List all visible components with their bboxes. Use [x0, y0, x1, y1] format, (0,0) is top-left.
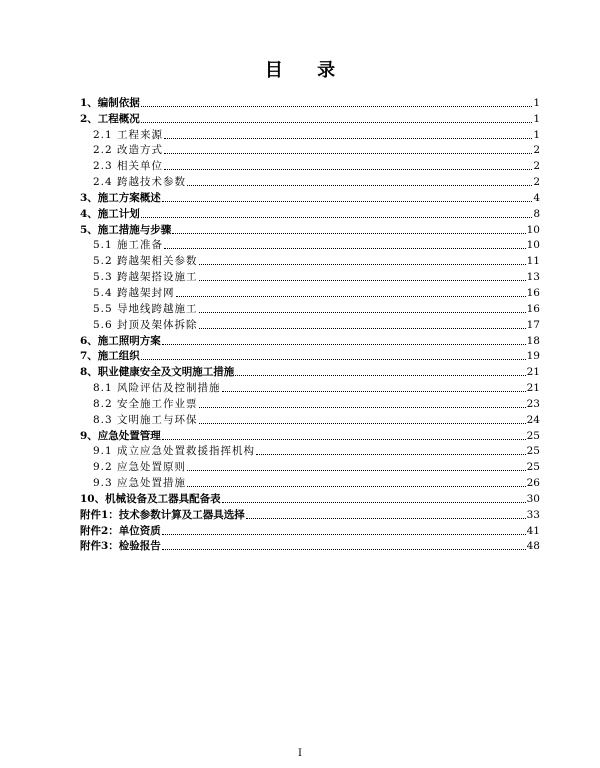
toc-entry-page: 30: [526, 492, 540, 505]
toc-entry-page: 10: [526, 239, 540, 252]
toc-entry[interactable]: [80, 331, 540, 347]
toc-entry[interactable]: [80, 537, 540, 553]
toc-leader-dots: [141, 106, 533, 107]
toc-entry-page: 4: [533, 191, 540, 204]
toc-entry-page: 25: [526, 429, 540, 442]
toc-entry-label: 附件1：技术参数计算及工器具选择: [80, 508, 245, 521]
toc-entry[interactable]: [80, 156, 540, 172]
toc-entry-page: 19: [526, 350, 540, 363]
toc-entry[interactable]: [80, 93, 540, 109]
toc-leader-dots: [141, 122, 533, 123]
toc-leader-dots: [162, 439, 526, 440]
toc-entry[interactable]: [80, 489, 540, 505]
toc-entry-label: 5.5 导地线跨越施工: [93, 302, 198, 315]
toc-entry-label: 7、施工组织: [80, 350, 140, 363]
toc-entry-label: 附件2：单位资质: [80, 524, 161, 537]
toc-entry-label: 2.1 工程来源: [93, 128, 164, 141]
toc-leader-dots: [222, 391, 526, 392]
toc-leader-dots: [199, 264, 526, 265]
toc-entry[interactable]: [80, 172, 540, 188]
toc-entry-label: 6、施工照明方案: [80, 334, 161, 347]
toc-leader-dots: [199, 423, 526, 424]
toc-entry-label: 5.6 封顶及架体拆除: [93, 318, 198, 331]
toc-entry-page: 24: [526, 413, 540, 426]
page-number: I: [298, 748, 302, 759]
toc-entry-page: 48: [526, 540, 540, 553]
toc-entry[interactable]: [80, 125, 540, 141]
toc-entry[interactable]: [80, 236, 540, 252]
toc-entry-page: 11: [526, 255, 540, 268]
toc-entry[interactable]: [80, 141, 540, 157]
toc-entry[interactable]: [80, 473, 540, 489]
toc-entry-page: 10: [526, 223, 540, 236]
toc-leader-dots: [256, 454, 526, 455]
toc-entry[interactable]: [80, 378, 540, 394]
toc-leader-dots: [199, 280, 526, 281]
toc-entry[interactable]: [80, 267, 540, 283]
toc-leader-dots: [164, 169, 532, 170]
toc-entry-page: 25: [526, 461, 540, 474]
toc-entry-label: 附件3：检验报告: [80, 540, 161, 553]
toc-entry-page: 1: [533, 112, 540, 125]
toc-entry-page: 23: [526, 397, 540, 410]
toc-entry-page: 17: [526, 318, 540, 331]
toc-leader-dots: [162, 201, 533, 202]
toc-entry-label: 2.4 跨越技术参数: [93, 176, 187, 189]
page-title: 目 录: [264, 60, 350, 81]
toc-entry-label: 8、职业健康安全及文明施工措施: [80, 366, 235, 379]
toc-entry-label: 9.2 应急处置原则: [93, 461, 187, 474]
toc-entry-label: 8.2 安全施工作业票: [93, 397, 198, 410]
toc-entry-label: 9、应急处置管理: [80, 429, 161, 442]
toc-entry[interactable]: [80, 251, 540, 267]
toc-entry-label: 2、工程概况: [80, 112, 140, 125]
toc-entry-label: 4、施工计划: [80, 207, 140, 220]
toc-leader-dots: [187, 470, 526, 471]
toc-entry-page: 33: [526, 508, 540, 521]
toc-entry[interactable]: [80, 457, 540, 473]
toc-entry-page: 13: [526, 271, 540, 284]
toc-entry[interactable]: [80, 362, 540, 378]
toc-entry-page: 26: [526, 477, 540, 490]
toc-entry-label: 1、编制依据: [80, 96, 140, 109]
toc-entry-page: 16: [526, 302, 540, 315]
toc-entry[interactable]: [80, 442, 540, 458]
toc-leader-dots: [141, 359, 526, 360]
toc-entry[interactable]: [80, 299, 540, 315]
toc-entry[interactable]: [80, 204, 540, 220]
toc-entry-page: 2: [533, 176, 540, 189]
toc-leader-dots: [162, 549, 526, 550]
toc-leader-dots: [164, 138, 532, 139]
toc-entry[interactable]: [80, 220, 540, 236]
toc-entry-label: 9.1 成立应急处置救援指挥机构: [93, 445, 256, 458]
toc-entry-label: 2.3 相关单位: [93, 160, 164, 173]
toc-leader-dots: [162, 344, 526, 345]
toc-entry[interactable]: [80, 410, 540, 426]
toc-entry[interactable]: [80, 315, 540, 331]
toc-entry-label: 5.1 施工准备: [93, 239, 164, 252]
toc-entry-label: 8.1 风险评估及控制措施: [93, 382, 221, 395]
toc-entry-page: 25: [526, 445, 540, 458]
toc-leader-dots: [199, 407, 526, 408]
toc-entry-page: 21: [526, 382, 540, 395]
toc-entry-page: 41: [526, 524, 540, 537]
toc-entry[interactable]: [80, 505, 540, 521]
toc-entry[interactable]: [80, 394, 540, 410]
toc-entry-label: 10、机械设备及工器具配备表: [80, 492, 221, 505]
toc-entry[interactable]: [80, 521, 540, 537]
table-of-contents: [80, 93, 540, 552]
toc-leader-dots: [141, 217, 533, 218]
toc-leader-dots: [235, 375, 525, 376]
toc-leader-dots: [187, 185, 532, 186]
toc-leader-dots: [164, 248, 526, 249]
toc-entry-label: 2.2 改造方式: [93, 144, 164, 157]
toc-leader-dots: [172, 233, 525, 234]
toc-entry-page: 1: [533, 128, 540, 141]
toc-entry[interactable]: [80, 283, 540, 299]
toc-entry-page: 2: [533, 144, 540, 157]
toc-entry[interactable]: [80, 426, 540, 442]
toc-leader-dots: [222, 502, 526, 503]
toc-entry-label: 3、施工方案概述: [80, 191, 161, 204]
toc-entry-page: 21: [526, 366, 540, 379]
toc-entry-page: 16: [526, 286, 540, 299]
toc-leader-dots: [199, 312, 526, 313]
toc-leader-dots: [246, 518, 526, 519]
toc-entry[interactable]: [80, 188, 540, 204]
toc-entry-label: 5、施工措施与步骤: [80, 223, 172, 236]
toc-entry[interactable]: [80, 347, 540, 363]
toc-leader-dots: [176, 296, 526, 297]
toc-entry[interactable]: [80, 109, 540, 125]
toc-leader-dots: [187, 486, 526, 487]
toc-entry-page: 1: [533, 96, 540, 109]
toc-entry-label: 5.3 跨越架搭设施工: [93, 271, 198, 284]
toc-entry-label: 8.3 文明施工与环保: [93, 413, 198, 426]
toc-entry-label: 9.3 应急处置措施: [93, 477, 187, 490]
toc-entry-page: 8: [533, 207, 540, 220]
toc-entry-page: 18: [526, 334, 540, 347]
toc-leader-dots: [199, 328, 526, 329]
toc-entry-label: 5.2 跨越架相关参数: [93, 255, 198, 268]
toc-entry-label: 5.4 跨越架封网: [93, 286, 175, 299]
toc-leader-dots: [164, 153, 532, 154]
toc-entry-page: 2: [533, 160, 540, 173]
toc-leader-dots: [162, 534, 526, 535]
